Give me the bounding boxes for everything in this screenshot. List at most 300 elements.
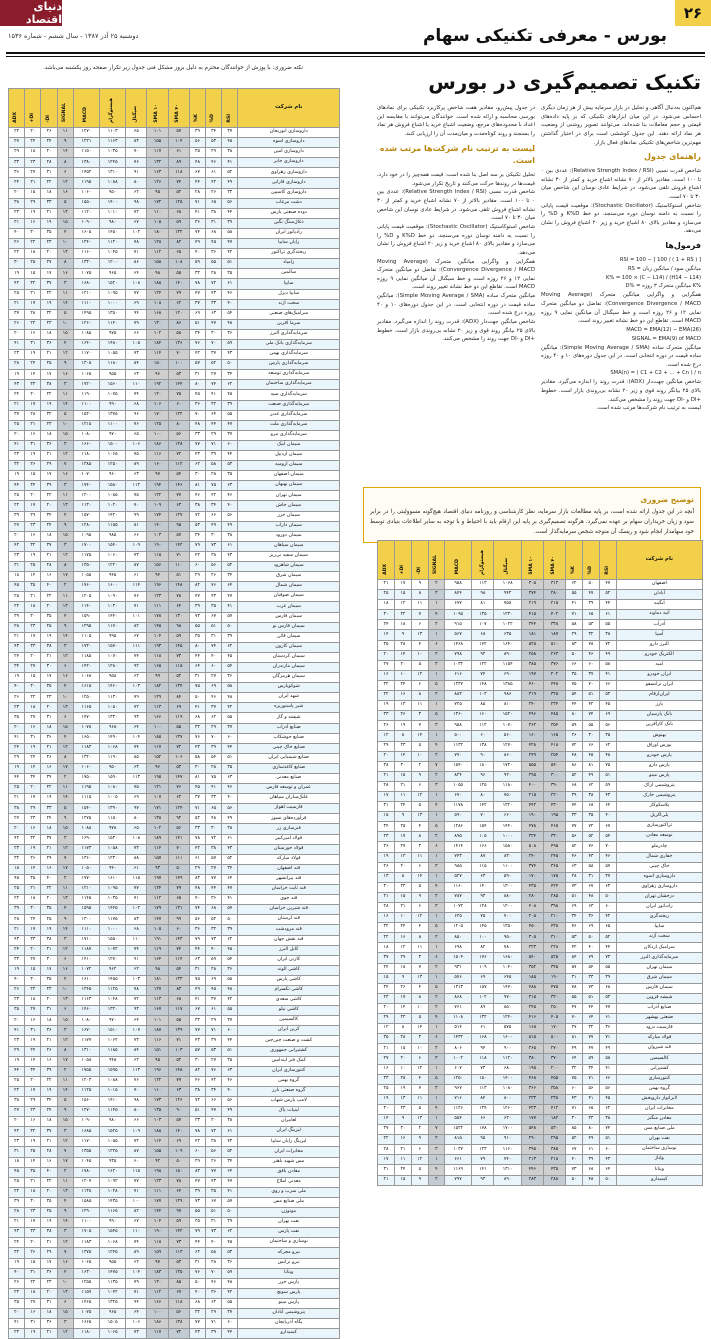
cell-value: ۳۴ (566, 913, 583, 923)
cell-value: ۴۰ (189, 1288, 205, 1298)
cell-value: ۸۰ (126, 1107, 147, 1117)
cell-value: ۱۲ (411, 1064, 428, 1074)
table-row[interactable] (9, 329, 340, 339)
cell-value: ۴۱۵ (521, 610, 543, 620)
table-row[interactable] (378, 1034, 703, 1044)
table-row[interactable] (378, 620, 703, 630)
table-row[interactable] (9, 370, 340, 380)
table-row[interactable] (9, 228, 340, 238)
table-row[interactable] (9, 158, 340, 168)
cell-value: ۱۱۶۰ (494, 1145, 521, 1155)
table-row[interactable] (9, 1066, 340, 1076)
cell-company-name: سیمان ارومیه (238, 461, 340, 471)
table-row[interactable] (9, 390, 340, 400)
table-row[interactable] (378, 993, 703, 1003)
table-row[interactable] (9, 188, 340, 198)
cell-value: ۴ (57, 975, 73, 985)
cell-value: ۲۱ (9, 218, 25, 228)
cell-value: ۷۵ (126, 491, 147, 501)
cell-value: ۱۰۶۸ (494, 580, 521, 590)
table-row[interactable] (9, 531, 340, 541)
table-row[interactable] (378, 1155, 703, 1165)
cell-value: ۱۹ (9, 1258, 25, 1268)
table-row[interactable] (378, 812, 703, 822)
table-row[interactable] (9, 491, 340, 501)
cell-value: ۷۲ (126, 1137, 147, 1147)
cell-value: ۷۵ (168, 390, 189, 400)
cell-value: ۱۶ (25, 218, 41, 228)
cell-value: ۶۹ (189, 309, 205, 319)
table-row[interactable] (9, 350, 340, 360)
cell-value: ۴۲ (9, 1127, 25, 1137)
table-row[interactable] (9, 794, 340, 804)
cell-value: ۱۰۷۵ (73, 269, 99, 279)
table-row[interactable] (9, 128, 340, 138)
cell-value: ۱۱۴۵ (100, 1107, 126, 1117)
table-row[interactable] (378, 1054, 703, 1064)
cell-value: ۱۰۹ (472, 963, 494, 973)
table-row[interactable] (9, 430, 340, 440)
table-row[interactable] (378, 892, 703, 902)
cell-value: ۳۶۶ (521, 1084, 543, 1094)
cell-value: ۲۵ (25, 562, 41, 572)
table-row[interactable] (378, 1145, 703, 1155)
table-row[interactable] (9, 915, 340, 925)
table-row[interactable] (9, 763, 340, 773)
cell-value: ۴ (57, 612, 73, 622)
cell-value: ۵۱ (206, 622, 222, 632)
cell-value: ۹۳۱ (444, 963, 471, 973)
table-row[interactable] (9, 985, 340, 995)
cell-company-name: نوسازی ساختمان (616, 1145, 702, 1155)
table-row[interactable] (9, 713, 340, 723)
table-row[interactable] (378, 761, 703, 771)
table-row[interactable] (9, 1177, 340, 1187)
table-row[interactable] (9, 319, 340, 329)
table-row[interactable] (9, 996, 340, 1006)
cell-value: ۱ (428, 872, 444, 882)
table-row[interactable] (9, 935, 340, 945)
cell-value: ۲۲ (25, 319, 41, 329)
cell-value: ۱۲۵ (472, 781, 494, 791)
cell-value: ۱۲۲ (147, 1076, 168, 1086)
table-row[interactable] (9, 420, 340, 430)
table-row[interactable] (9, 1197, 340, 1207)
table-row[interactable] (9, 774, 340, 784)
table-row[interactable] (378, 903, 703, 913)
cell-value: ۷۳ (168, 1238, 189, 1248)
table-row[interactable] (9, 1278, 340, 1288)
table-row[interactable] (378, 1175, 703, 1185)
table-row[interactable] (9, 784, 340, 794)
table-row[interactable] (9, 1046, 340, 1056)
table-row[interactable] (9, 208, 340, 218)
table-row[interactable] (378, 650, 703, 660)
table-row[interactable] (9, 440, 340, 450)
table-row[interactable] (378, 973, 703, 983)
table-row[interactable] (9, 309, 340, 319)
table-row[interactable] (9, 1208, 340, 1218)
cell-value: ۷۴ (126, 652, 147, 662)
table-row[interactable] (378, 680, 703, 690)
cell-value: ۱۴ (378, 630, 395, 640)
table-row[interactable] (9, 1288, 340, 1298)
table-row[interactable] (378, 872, 703, 882)
cell-value: ۱۱۶۰ (444, 882, 471, 892)
table-row[interactable] (9, 1329, 340, 1339)
cell-value: ۳۰ (206, 824, 222, 834)
cell-value: ۱۵ (57, 1308, 73, 1318)
cell-value: ۲۷ (25, 1006, 41, 1016)
table-row[interactable] (378, 1014, 703, 1024)
cell-company-name: امید (616, 660, 702, 670)
table-row[interactable] (9, 955, 340, 965)
table-row[interactable] (9, 360, 340, 370)
cell-value: ۱۱۱ (168, 854, 189, 864)
table-row[interactable] (9, 562, 340, 572)
table-row[interactable] (9, 138, 340, 148)
table-row[interactable] (9, 824, 340, 834)
table-row[interactable] (9, 925, 340, 935)
cell-company-name: سرامیک‌های صنعتی (238, 309, 340, 319)
intro-p2: در جدول پیش‌رو، مقادیر هفت شاخص پرکاربرد تکنیکی برای نمادهای بورسی محاسبه و ارائه شده است. خوانندگان می‌توانند با مقایسه این اعداد با محدوده‌های مرجع، وضعیت اشباع خرید یا اشباع فروش هر نماد را بسنجند و روند کوتاه‌مدت و میان‌مدت آن را ارزیابی کنند. (377, 105, 535, 137)
table-row[interactable] (378, 963, 703, 973)
table-row[interactable] (9, 652, 340, 662)
table-row[interactable] (378, 1135, 703, 1145)
table-row[interactable] (9, 239, 340, 249)
cell-value: ۱۰۷۰ (494, 721, 521, 731)
table-row[interactable] (9, 1127, 340, 1137)
cell-value: ۷۵ (566, 680, 583, 690)
table-row[interactable] (9, 1016, 340, 1026)
table-row[interactable] (9, 1056, 340, 1066)
table-row[interactable] (9, 168, 340, 178)
table-row[interactable] (378, 701, 703, 711)
table-row[interactable] (9, 1228, 340, 1238)
table-row[interactable] (9, 612, 340, 622)
cell-value: ۵۵ (206, 259, 222, 269)
table-row[interactable] (9, 451, 340, 461)
table-row[interactable] (378, 771, 703, 781)
table-row[interactable] (378, 1084, 703, 1094)
table-row[interactable] (9, 622, 340, 632)
table-row[interactable] (378, 943, 703, 953)
cell-company-name: سیمان مازندران (238, 662, 340, 672)
cell-value: ۱۴۵ (472, 923, 494, 933)
col-header-1: RSI (222, 89, 238, 128)
table-row[interactable] (9, 723, 340, 733)
table-row[interactable] (9, 572, 340, 582)
table-row[interactable] (9, 582, 340, 592)
table-row[interactable] (378, 711, 703, 721)
table-row[interactable] (9, 683, 340, 693)
table-row[interactable] (9, 410, 340, 420)
table-row[interactable] (9, 249, 340, 259)
table-row[interactable] (9, 259, 340, 269)
cell-value: ۱۷۵۰ (73, 774, 99, 784)
table-row[interactable] (9, 1258, 340, 1268)
cell-value: ۷۶۱ (444, 1003, 471, 1013)
cell-value: ۳۰ (566, 1114, 583, 1124)
table-row[interactable] (378, 1064, 703, 1074)
table-row[interactable] (9, 1167, 340, 1177)
table-row[interactable] (9, 1319, 340, 1329)
table-row[interactable] (9, 339, 340, 349)
table-row[interactable] (9, 1137, 340, 1147)
table-row[interactable] (9, 1107, 340, 1117)
table-row[interactable] (9, 1308, 340, 1318)
cell-value: ۴۴۶ (521, 1165, 543, 1175)
table-row[interactable] (9, 844, 340, 854)
cell-value: ۵۰ (189, 1278, 205, 1288)
table-row[interactable] (378, 721, 703, 731)
table-row[interactable] (9, 1187, 340, 1197)
cell-value: ۴ (57, 339, 73, 349)
cell-value: ۴ (411, 983, 428, 993)
table-row[interactable] (378, 1125, 703, 1135)
table-row[interactable] (9, 753, 340, 763)
table-row[interactable] (9, 1298, 340, 1308)
table-row[interactable] (9, 481, 340, 491)
table-row[interactable] (9, 804, 340, 814)
table-row[interactable] (378, 822, 703, 832)
table-row[interactable] (9, 703, 340, 713)
cell-value: ۲۹ (25, 1097, 41, 1107)
technical-table-left[interactable] (8, 88, 340, 1339)
cell-value: ۷۵۰ (494, 791, 521, 801)
table-row[interactable] (378, 983, 703, 993)
cell-value: ۴ (428, 1104, 444, 1114)
table-row[interactable] (9, 1218, 340, 1228)
table-row[interactable] (9, 461, 340, 471)
table-row[interactable] (378, 842, 703, 852)
table-row[interactable] (9, 1117, 340, 1127)
table-row[interactable] (9, 521, 340, 531)
cell-company-name: فارسیت درود (616, 1024, 702, 1034)
table-row[interactable] (9, 299, 340, 309)
table-row[interactable] (9, 965, 340, 975)
table-row[interactable] (9, 501, 340, 511)
table-row[interactable] (378, 600, 703, 610)
table-row[interactable] (9, 632, 340, 642)
cell-value: ۴۶ (582, 650, 599, 660)
table-row[interactable] (9, 1157, 340, 1167)
table-row[interactable] (9, 733, 340, 743)
cell-value: ۳۷۴ (521, 862, 543, 872)
table-row[interactable] (378, 580, 703, 590)
cell-value: ۳۵ (222, 1056, 238, 1066)
cell-value: ۳۰ (25, 228, 41, 238)
cell-value: ۵ (411, 802, 428, 812)
table-row[interactable] (9, 178, 340, 188)
table-row[interactable] (9, 1076, 340, 1086)
cell-value: ۱۵۷ (472, 983, 494, 993)
table-row[interactable] (9, 693, 340, 703)
table-row[interactable] (378, 913, 703, 923)
table-row[interactable] (9, 1036, 340, 1046)
table-row[interactable] (9, 662, 340, 672)
cell-value: ۱۶ (25, 1117, 41, 1127)
cell-value: ۸ (57, 158, 73, 168)
table-row[interactable] (378, 781, 703, 791)
table-row[interactable] (9, 1238, 340, 1248)
table-row[interactable] (378, 1104, 703, 1114)
table-row[interactable] (9, 198, 340, 208)
cell-value: ۲۵ (9, 1076, 25, 1086)
cell-value: ۱۰۴ (168, 138, 189, 148)
cell-value: ۲۲ (395, 610, 412, 620)
cell-value: ۲۰ (25, 784, 41, 794)
table-row[interactable] (378, 1024, 703, 1034)
table-row[interactable] (9, 602, 340, 612)
table-row[interactable] (9, 541, 340, 551)
cell-value: ۴۷ (222, 420, 238, 430)
table-row[interactable] (9, 895, 340, 905)
cell-company-name: بانک پارسیان (616, 711, 702, 721)
table-row[interactable] (9, 551, 340, 561)
table-row[interactable] (9, 380, 340, 390)
cell-company-name: پارس دارو (616, 761, 702, 771)
col-header-12: ADX (9, 89, 25, 128)
cell-value: ۲۹ (378, 741, 395, 751)
cell-value: ۲۷ (25, 662, 41, 672)
table-row[interactable] (9, 218, 340, 228)
cell-value: ۳۱ (189, 1258, 205, 1268)
cell-value: ۱۵ (378, 812, 395, 822)
cell-value: ۲ (57, 774, 73, 784)
cell-value: ۱۸ (41, 188, 57, 198)
table-row[interactable] (9, 642, 340, 652)
table-row[interactable] (9, 945, 340, 955)
table-row[interactable] (9, 511, 340, 521)
table-row[interactable] (378, 791, 703, 801)
cell-value: ۱۰۱ (147, 1016, 168, 1026)
table-row[interactable] (9, 1006, 340, 1016)
table-row[interactable] (378, 610, 703, 620)
cell-value: ۲۴ (25, 138, 41, 148)
cell-value: ۳۴ (222, 572, 238, 582)
table-row[interactable] (9, 1248, 340, 1258)
technical-table-right[interactable] (377, 540, 703, 1186)
table-row[interactable] (9, 673, 340, 683)
cell-company-name: شوکوپارس (238, 683, 340, 693)
table-row[interactable] (378, 691, 703, 701)
table-row[interactable] (9, 834, 340, 844)
cell-value: ۴۵ (222, 138, 238, 148)
cell-value: ۲۲ (378, 1135, 395, 1145)
cell-value: ۲۵۰ (543, 1003, 565, 1013)
cell-value: ۳۲۵ (543, 691, 565, 701)
cell-value: ۱۹۷ (521, 670, 543, 680)
table-row[interactable] (9, 471, 340, 481)
table-row[interactable] (378, 953, 703, 963)
table-row[interactable] (378, 933, 703, 943)
cell-value: ۵۲۵ (543, 953, 565, 963)
cell-value: ۳۷ (222, 1016, 238, 1026)
cell-value: ۱۶۵ (543, 731, 565, 741)
table-row[interactable] (9, 1147, 340, 1157)
cell-value: ۷۴ (126, 743, 147, 753)
table-row[interactable] (378, 630, 703, 640)
table-row[interactable] (9, 885, 340, 895)
table-row[interactable] (9, 743, 340, 753)
table-row[interactable] (9, 864, 340, 874)
table-row[interactable] (378, 882, 703, 892)
table-row[interactable] (378, 751, 703, 761)
cell-value: ۳۶ (206, 895, 222, 905)
cell-value: ۲۵ (9, 491, 25, 501)
cell-value: ۸۳ (189, 1167, 205, 1177)
table-row[interactable] (9, 1097, 340, 1107)
table-row[interactable] (378, 1044, 703, 1054)
table-row[interactable] (9, 289, 340, 299)
table-row[interactable] (378, 670, 703, 680)
table-row[interactable] (9, 269, 340, 279)
cell-value: ۲۸۳ (521, 1175, 543, 1185)
cell-value: ۳۵ (41, 905, 57, 915)
table-row[interactable] (9, 148, 340, 158)
cell-value: ۲۳ (9, 703, 25, 713)
table-row[interactable] (9, 400, 340, 410)
cell-value: ۱۵۲۵ (100, 1127, 126, 1137)
table-row[interactable] (378, 640, 703, 650)
cell-value: ۶۱ (206, 1006, 222, 1016)
cell-value: ۲۶ (25, 461, 41, 471)
editorial-note: نکته ضروری: با پوزش از خوانندگان محترم به دلیل بروز مشکل فنی جدول زیر تکرار صفحه روز یکشنبه می‌باشد. (43, 65, 303, 71)
cell-value: ۱۵۸۰ (100, 481, 126, 491)
table-row[interactable] (9, 854, 340, 864)
table-row[interactable] (378, 923, 703, 933)
table-row[interactable] (378, 1003, 703, 1013)
cell-value: ۲۶ (395, 711, 412, 721)
cell-value: ۱۷ (25, 501, 41, 511)
table-row[interactable] (378, 852, 703, 862)
table-row[interactable] (378, 802, 703, 812)
table-row[interactable] (9, 1026, 340, 1036)
table-row[interactable] (378, 590, 703, 600)
table-row[interactable] (378, 862, 703, 872)
table-row[interactable] (378, 1074, 703, 1084)
cell-value: ۶۲ (206, 1298, 222, 1308)
table-row[interactable] (378, 1094, 703, 1104)
cell-value: ۱۶ (25, 723, 41, 733)
cell-value: ۲۸ (41, 1147, 57, 1157)
cell-value: ۱۹۳ (147, 642, 168, 652)
table-row[interactable] (9, 279, 340, 289)
table-row[interactable] (378, 660, 703, 670)
table-row[interactable] (9, 905, 340, 915)
table-row[interactable] (378, 1114, 703, 1124)
cell-value: ۱۲۰ (168, 309, 189, 319)
table-row[interactable] (9, 1086, 340, 1096)
table-row[interactable] (378, 832, 703, 842)
cell-value: ۱۲ (57, 1238, 73, 1248)
table-row[interactable] (9, 592, 340, 602)
cell-value: ۲۶ (9, 319, 25, 329)
table-row[interactable] (9, 874, 340, 884)
cell-value: ۳۵ (378, 1034, 395, 1044)
cell-value: ۵۲ (206, 915, 222, 925)
table-row[interactable] (378, 731, 703, 741)
table-row[interactable] (378, 741, 703, 751)
table-row[interactable] (378, 1165, 703, 1175)
cell-value: ۴۸ (222, 985, 238, 995)
table-row[interactable] (9, 814, 340, 824)
cell-value: ۲۵۴ (543, 751, 565, 761)
table-row[interactable] (9, 1268, 340, 1278)
cell-value: ۳۱ (378, 802, 395, 812)
table-row[interactable] (9, 975, 340, 985)
